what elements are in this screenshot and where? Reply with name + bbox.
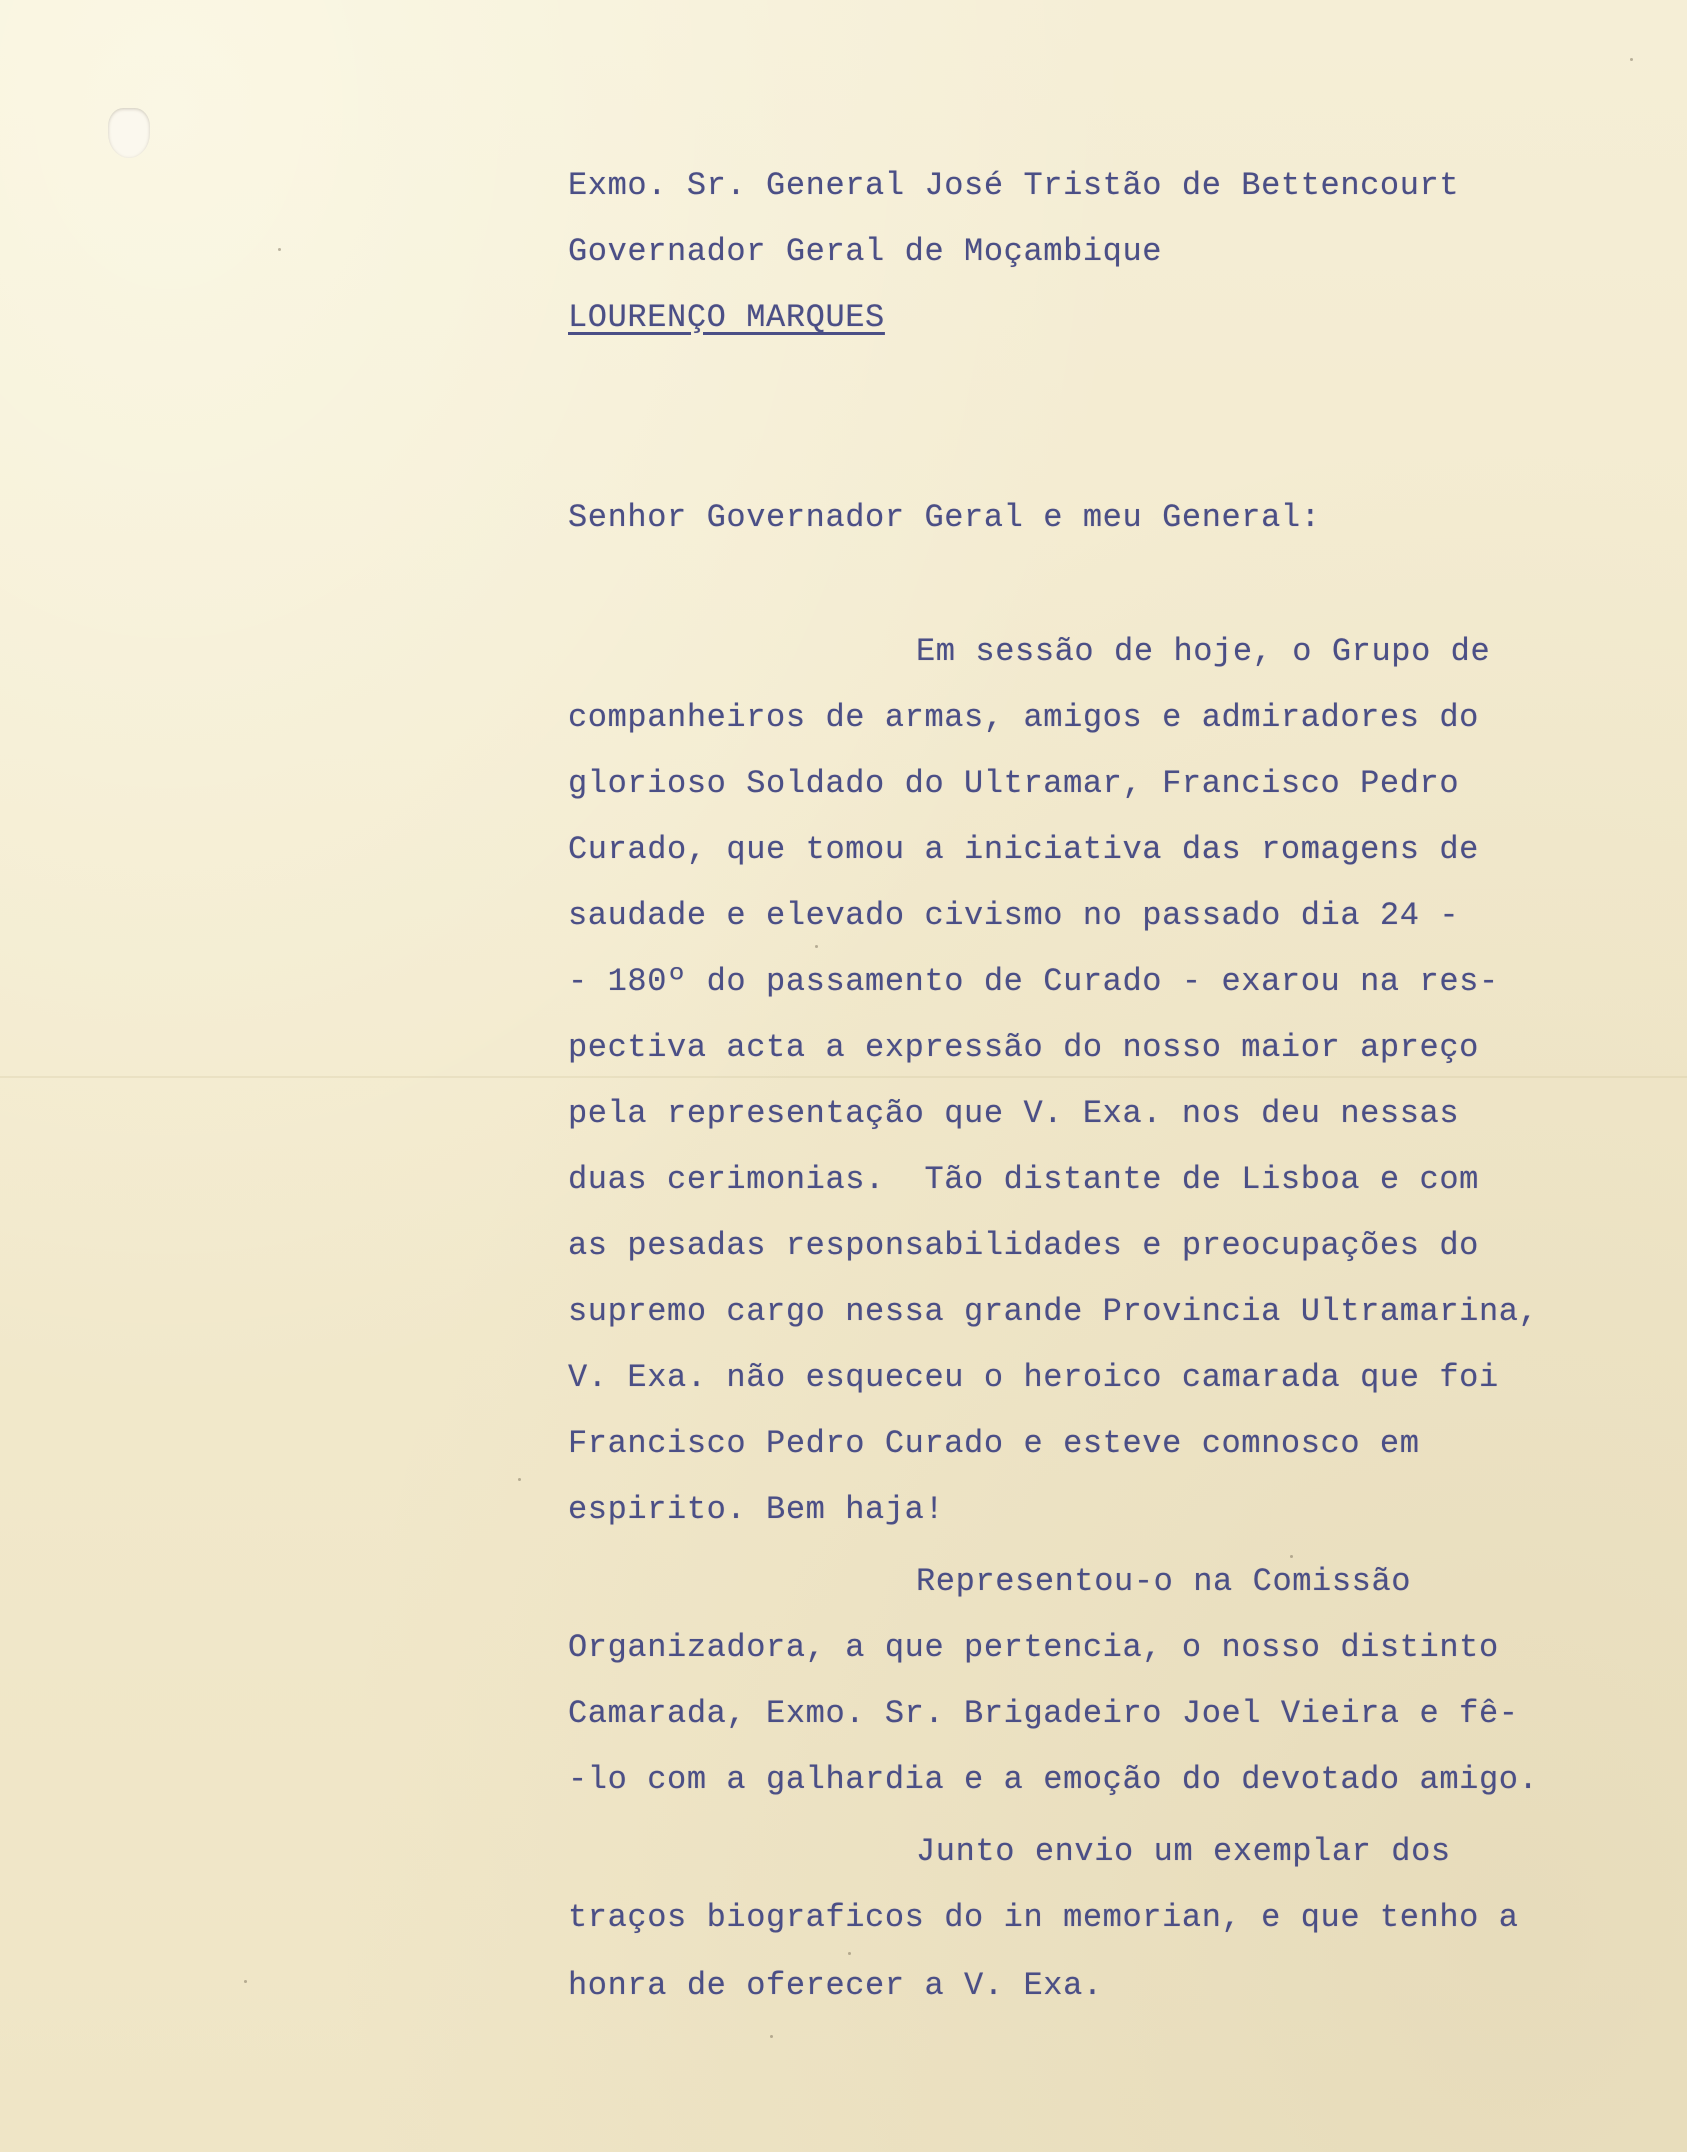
paper-speck: [770, 2035, 773, 2038]
paper-speck: [244, 1980, 247, 1983]
body-line: V. Exa. não esqueceu o heroico camarada que foi: [568, 1359, 1499, 1396]
salutation: Senhor Governador Geral e meu General:: [568, 499, 1321, 536]
body-line: traços biograficos do in memorian, e que tenho a: [568, 1899, 1519, 1936]
body-line: companheiros de armas, amigos e admiradores do: [568, 699, 1479, 736]
paper-speck: [278, 248, 281, 251]
body-line: as pesadas responsabilidades e preocupações do: [568, 1227, 1479, 1264]
body-line: pectiva acta a expressão do nosso maior apreço: [568, 1029, 1479, 1066]
punch-hole: [108, 108, 150, 158]
body-line: Em sessão de hoje, o Grupo de: [916, 633, 1491, 670]
body-line: Junto envio um exemplar dos: [916, 1833, 1451, 1870]
body-line: duas cerimonias. Tão distante de Lisboa e com: [568, 1161, 1479, 1198]
paper-speck: [1630, 58, 1633, 61]
body-line: - 180º do passamento de Curado - exarou na res-: [568, 963, 1499, 1000]
body-line: Representou-o na Comissão: [916, 1563, 1412, 1600]
body-line: saudade e elevado civismo no passado dia 24 -: [568, 897, 1460, 934]
body-line: espirito. Bem haja!: [568, 1491, 945, 1528]
body-line: glorioso Soldado do Ultramar, Francisco Pedro: [568, 765, 1460, 802]
body-line: supremo cargo nessa grande Provincia Ultramarina,: [568, 1293, 1539, 1330]
body-line: Camarada, Exmo. Sr. Brigadeiro Joel Vieira e fê-: [568, 1695, 1519, 1732]
body-line: Curado, que tomou a iniciativa das romagens de: [568, 831, 1479, 868]
address-line-2: Governador Geral de Moçambique: [568, 233, 1163, 270]
paper-speck: [815, 945, 818, 948]
paper-speck: [518, 1478, 521, 1481]
body-line: -lo com a galhardia e a emoção do devotado amigo.: [568, 1761, 1539, 1798]
address-city: LOURENÇO MARQUES: [568, 299, 885, 336]
body-line: honra de oferecer a V. Exa.: [568, 1967, 1103, 2004]
body-line: Organizadora, a que pertencia, o nosso distinto: [568, 1629, 1499, 1666]
address-line-1: Exmo. Sr. General José Tristão de Bettencourt: [568, 167, 1460, 204]
body-line: pela representação que V. Exa. nos deu nessas: [568, 1095, 1460, 1132]
paper-fold-line: [0, 1076, 1687, 1078]
body-line: Francisco Pedro Curado e esteve comnosco em: [568, 1425, 1420, 1462]
paper-speck: [848, 1952, 851, 1955]
paper-speck: [1290, 1555, 1293, 1558]
